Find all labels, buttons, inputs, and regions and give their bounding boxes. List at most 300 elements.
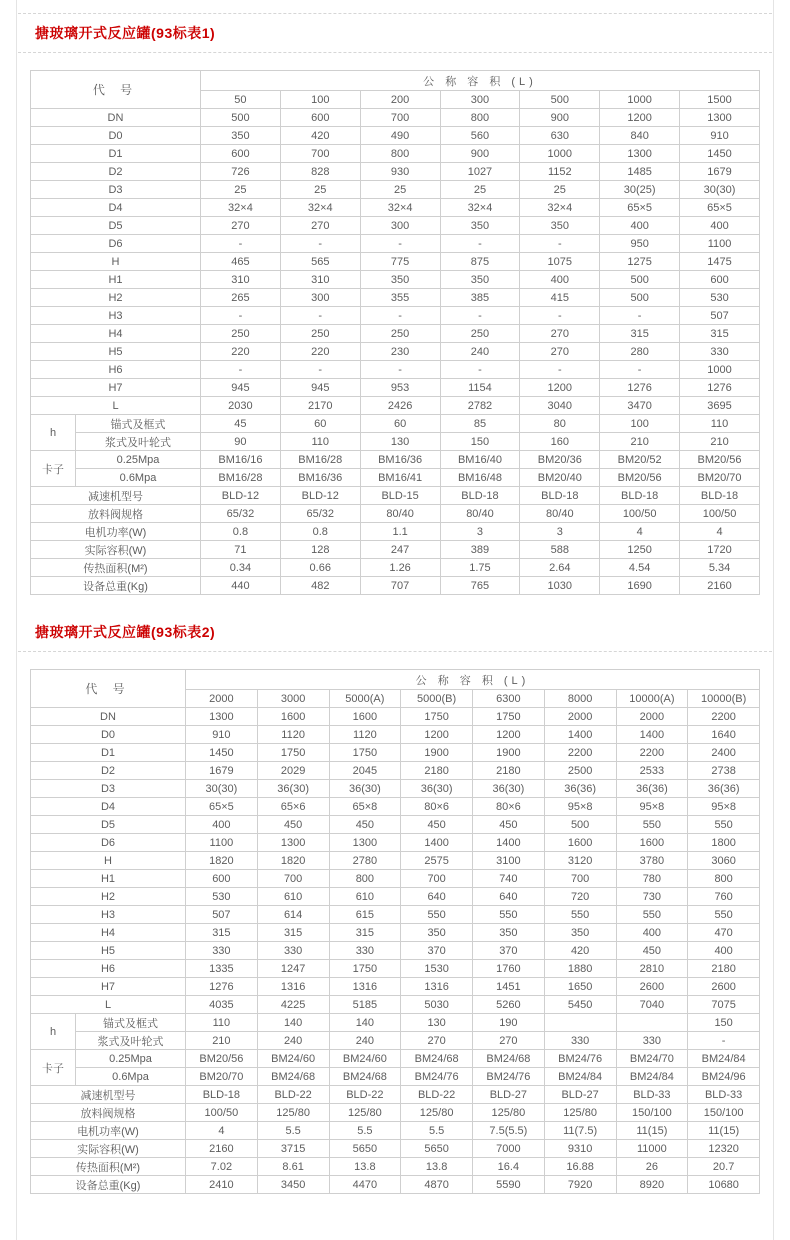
row-label-cell: 设备总重(Kg) <box>31 1176 186 1194</box>
value-cell: 1.1 <box>360 523 440 541</box>
value-cell: 3780 <box>616 852 688 870</box>
table-row <box>31 906 760 924</box>
value-cell: 8.61 <box>257 1158 329 1176</box>
value-cell: 900 <box>520 109 600 127</box>
value-cell: 65/32 <box>201 505 281 523</box>
value-cell: 11(7.5) <box>544 1122 616 1140</box>
value-cell: 1027 <box>440 163 520 181</box>
value-cell: 315 <box>257 924 329 942</box>
value-cell: 800 <box>360 145 440 163</box>
value-cell: 1200 <box>600 109 680 127</box>
value-cell: 315 <box>329 924 401 942</box>
table-row <box>31 433 760 451</box>
value-cell: 1100 <box>186 834 258 852</box>
code-header-cell: 代 号 <box>31 71 201 109</box>
value-cell: - <box>280 235 360 253</box>
value-cell: 1276 <box>680 379 760 397</box>
value-cell: 150/100 <box>688 1104 760 1122</box>
value-cell: 1750 <box>257 744 329 762</box>
value-cell: BLD-18 <box>186 1086 258 1104</box>
value-cell: 700 <box>401 870 473 888</box>
table-row <box>31 834 760 852</box>
row-label-cell: 设备总重(Kg) <box>31 577 201 595</box>
row-label-cell: 减速机型号 <box>31 1086 186 1104</box>
value-cell: 240 <box>257 1032 329 1050</box>
value-cell: 32×4 <box>201 199 281 217</box>
value-cell: BLD-27 <box>544 1086 616 1104</box>
size-header-cell: 100 <box>280 91 360 109</box>
value-cell: 250 <box>280 325 360 343</box>
value-cell: - <box>440 361 520 379</box>
value-cell: 420 <box>544 942 616 960</box>
size-header-cell: 300 <box>440 91 520 109</box>
value-cell: 26 <box>616 1158 688 1176</box>
value-cell: 1000 <box>680 361 760 379</box>
value-cell: 1200 <box>520 379 600 397</box>
table-row <box>31 163 760 181</box>
value-cell: 400 <box>688 942 760 960</box>
table-row <box>31 1158 760 1176</box>
row-label-cell: 传热面积(M²) <box>31 1158 186 1176</box>
value-cell: 1750 <box>473 708 545 726</box>
spec-table-1 <box>30 70 760 595</box>
table-row <box>31 1032 760 1050</box>
value-cell: 250 <box>201 325 281 343</box>
table-row <box>31 726 760 744</box>
row-label-cell: H1 <box>31 271 201 289</box>
table-row <box>31 1050 760 1068</box>
table-1-title: 搪玻璃开式反应罐(93标表1) <box>35 25 216 41</box>
value-cell: - <box>600 361 680 379</box>
value-cell: 588 <box>520 541 600 559</box>
value-cell: 400 <box>680 217 760 235</box>
value-cell: 150/100 <box>616 1104 688 1122</box>
row-label-cell: 锚式及框式 <box>76 415 201 433</box>
value-cell: 100/50 <box>186 1104 258 1122</box>
value-cell: BM24/84 <box>688 1050 760 1068</box>
value-cell: 1247 <box>257 960 329 978</box>
value-cell: 3 <box>440 523 520 541</box>
value-cell: 4470 <box>329 1176 401 1194</box>
row-label-cell: 放料阀规格 <box>31 505 201 523</box>
row-label-cell: 减速机型号 <box>31 487 201 505</box>
table-row <box>31 289 760 307</box>
value-cell: 2575 <box>401 852 473 870</box>
table-row <box>31 888 760 906</box>
value-cell: 65/32 <box>280 505 360 523</box>
row-label-cell: D1 <box>31 145 201 163</box>
value-cell: 800 <box>688 870 760 888</box>
table-row <box>31 199 760 217</box>
value-cell: 125/80 <box>401 1104 473 1122</box>
value-cell: 550 <box>544 906 616 924</box>
value-cell: 2030 <box>201 397 281 415</box>
value-cell: 210 <box>680 433 760 451</box>
value-cell: 1300 <box>186 708 258 726</box>
row-label-cell: D4 <box>31 199 201 217</box>
title-1-divider <box>18 52 772 53</box>
value-cell: 32×4 <box>440 199 520 217</box>
value-cell: 840 <box>600 127 680 145</box>
value-cell: 1.26 <box>360 559 440 577</box>
row-label-cell: H6 <box>31 361 201 379</box>
value-cell: 945 <box>201 379 281 397</box>
table-row <box>31 505 760 523</box>
value-cell: 953 <box>360 379 440 397</box>
value-cell: 500 <box>544 816 616 834</box>
value-cell: 2810 <box>616 960 688 978</box>
table-row <box>31 325 760 343</box>
value-cell: 32×4 <box>360 199 440 217</box>
table-row <box>31 1014 760 1032</box>
row-label-cell: 0.25Mpa <box>76 1050 186 1068</box>
value-cell: 100 <box>600 415 680 433</box>
value-cell: BM20/56 <box>600 469 680 487</box>
value-cell: 5.5 <box>257 1122 329 1140</box>
table-row <box>31 852 760 870</box>
value-cell: 910 <box>186 726 258 744</box>
value-cell: 210 <box>186 1032 258 1050</box>
value-cell: 5030 <box>401 996 473 1014</box>
value-cell: BLD-12 <box>280 487 360 505</box>
value-cell: 945 <box>280 379 360 397</box>
value-cell: BM20/56 <box>186 1050 258 1068</box>
value-cell: 720 <box>544 888 616 906</box>
row-label-cell: 放料阀规格 <box>31 1104 186 1122</box>
row-label-cell: 电机功率(W) <box>31 1122 186 1140</box>
value-cell: 1030 <box>520 577 600 595</box>
row-label-cell: H7 <box>31 978 186 996</box>
value-cell: 1450 <box>680 145 760 163</box>
value-cell: 507 <box>680 307 760 325</box>
value-cell: 500 <box>600 289 680 307</box>
row-label-cell: H1 <box>31 870 186 888</box>
value-cell: BM24/76 <box>401 1068 473 1086</box>
value-cell: 350 <box>201 127 281 145</box>
value-cell: BLD-18 <box>600 487 680 505</box>
value-cell: 5650 <box>401 1140 473 1158</box>
value-cell: BM20/36 <box>520 451 600 469</box>
header-row-1 <box>31 670 760 690</box>
row-label-cell: 实际容积(W) <box>31 1140 186 1158</box>
value-cell: 500 <box>201 109 281 127</box>
value-cell: BLD-18 <box>440 487 520 505</box>
header-row-1 <box>31 71 760 91</box>
value-cell: - <box>201 361 281 379</box>
value-cell: 1640 <box>688 726 760 744</box>
table-row <box>31 1140 760 1158</box>
size-header-cell: 5000(B) <box>401 690 473 708</box>
value-cell: 310 <box>280 271 360 289</box>
value-cell: 482 <box>280 577 360 595</box>
value-cell: 370 <box>473 942 545 960</box>
value-cell: 765 <box>440 577 520 595</box>
value-cell: 1316 <box>401 978 473 996</box>
value-cell: 640 <box>473 888 545 906</box>
value-cell: - <box>280 361 360 379</box>
value-cell: 130 <box>401 1014 473 1032</box>
value-cell: 330 <box>680 343 760 361</box>
value-cell: 36(30) <box>257 780 329 798</box>
value-cell: 1880 <box>544 960 616 978</box>
size-header-cell: 5000(A) <box>329 690 401 708</box>
value-cell: 1152 <box>520 163 600 181</box>
value-cell: 16.4 <box>473 1158 545 1176</box>
value-cell: 1750 <box>401 708 473 726</box>
table-row <box>31 415 760 433</box>
value-cell: BM16/16 <box>201 451 281 469</box>
value-cell: 1800 <box>688 834 760 852</box>
table-row <box>31 271 760 289</box>
value-cell: 600 <box>201 145 281 163</box>
value-cell: - <box>360 307 440 325</box>
value-cell: 250 <box>440 325 520 343</box>
value-cell: 640 <box>401 888 473 906</box>
value-cell: 7.02 <box>186 1158 258 1176</box>
value-cell: 415 <box>520 289 600 307</box>
value-cell: 2200 <box>616 744 688 762</box>
value-cell: 100/50 <box>600 505 680 523</box>
size-header-cell: 200 <box>360 91 440 109</box>
value-cell: 440 <box>201 577 281 595</box>
size-header-cell: 3000 <box>257 690 329 708</box>
value-cell: 1400 <box>544 726 616 744</box>
value-cell: 12320 <box>688 1140 760 1158</box>
value-cell: 125/80 <box>473 1104 545 1122</box>
value-cell: 350 <box>401 924 473 942</box>
table-section-2 <box>17 613 773 1194</box>
table-row <box>31 942 760 960</box>
value-cell: BM24/84 <box>544 1068 616 1086</box>
value-cell: 760 <box>688 888 760 906</box>
value-cell: 1400 <box>401 834 473 852</box>
value-cell: BM24/96 <box>688 1068 760 1086</box>
value-cell: 350 <box>440 271 520 289</box>
value-cell: 470 <box>688 924 760 942</box>
value-cell: 875 <box>440 253 520 271</box>
value-cell: 4870 <box>401 1176 473 1194</box>
row-label-cell: 0.6Mpa <box>76 1068 186 1086</box>
value-cell: 630 <box>520 127 600 145</box>
table-section-1 <box>17 14 773 595</box>
value-cell: 130 <box>360 433 440 451</box>
value-cell: 110 <box>280 433 360 451</box>
value-cell: 71 <box>201 541 281 559</box>
value-cell: 270 <box>280 217 360 235</box>
value-cell: 1120 <box>329 726 401 744</box>
value-cell: 150 <box>440 433 520 451</box>
value-cell: 110 <box>186 1014 258 1032</box>
value-cell: 4 <box>600 523 680 541</box>
value-cell: 25 <box>440 181 520 199</box>
value-cell: BM16/28 <box>280 451 360 469</box>
size-header-cell: 1000 <box>600 91 680 109</box>
value-cell: BLD-27 <box>473 1086 545 1104</box>
value-cell: 1820 <box>257 852 329 870</box>
value-cell: 1750 <box>329 744 401 762</box>
value-cell: 1400 <box>473 834 545 852</box>
value-cell: BM20/52 <box>600 451 680 469</box>
value-cell: 7075 <box>688 996 760 1014</box>
value-cell: 36(36) <box>688 780 760 798</box>
value-cell: 1120 <box>257 726 329 744</box>
table-row <box>31 559 760 577</box>
value-cell: 7920 <box>544 1176 616 1194</box>
value-cell: 550 <box>616 906 688 924</box>
row-label-cell: H5 <box>31 343 201 361</box>
value-cell: 1250 <box>600 541 680 559</box>
value-cell: 270 <box>401 1032 473 1050</box>
value-cell: 700 <box>360 109 440 127</box>
value-cell: 32×4 <box>520 199 600 217</box>
value-cell: 3 <box>520 523 600 541</box>
value-cell: 36(30) <box>329 780 401 798</box>
value-cell: 250 <box>360 325 440 343</box>
table-row <box>31 1122 760 1140</box>
value-cell: 350 <box>360 271 440 289</box>
value-cell: 420 <box>280 127 360 145</box>
value-cell: 1600 <box>329 708 401 726</box>
value-cell: 315 <box>186 924 258 942</box>
value-cell: 726 <box>201 163 281 181</box>
value-cell: 310 <box>201 271 281 289</box>
value-cell: 3040 <box>520 397 600 415</box>
value-cell: BM24/68 <box>401 1050 473 1068</box>
table-row <box>31 109 760 127</box>
value-cell: 800 <box>329 870 401 888</box>
value-cell: 36(30) <box>473 780 545 798</box>
value-cell: 4.54 <box>600 559 680 577</box>
value-cell: BM16/36 <box>280 469 360 487</box>
row-label-cell: D5 <box>31 816 186 834</box>
value-cell: 507 <box>186 906 258 924</box>
value-cell: 1276 <box>186 978 258 996</box>
value-cell: 150 <box>688 1014 760 1032</box>
size-header-cell: 6300 <box>473 690 545 708</box>
group-label-cell: h <box>31 1014 76 1050</box>
value-cell: 85 <box>440 415 520 433</box>
value-cell: 2180 <box>473 762 545 780</box>
table-row <box>31 127 760 145</box>
value-cell: 1154 <box>440 379 520 397</box>
row-label-cell: D1 <box>31 744 186 762</box>
value-cell: 450 <box>329 816 401 834</box>
value-cell: 2180 <box>401 762 473 780</box>
value-cell: BLD-15 <box>360 487 440 505</box>
value-cell: 389 <box>440 541 520 559</box>
value-cell: 4 <box>680 523 760 541</box>
value-cell: 355 <box>360 289 440 307</box>
value-cell: 707 <box>360 577 440 595</box>
value-cell: 400 <box>600 217 680 235</box>
value-cell: 828 <box>280 163 360 181</box>
value-cell: 25 <box>201 181 281 199</box>
value-cell: 400 <box>616 924 688 942</box>
value-cell: BM24/70 <box>616 1050 688 1068</box>
value-cell: 2160 <box>680 577 760 595</box>
table-row <box>31 870 760 888</box>
value-cell: 11(15) <box>688 1122 760 1140</box>
row-label-cell: H3 <box>31 906 186 924</box>
value-cell: 740 <box>473 870 545 888</box>
table-row <box>31 960 760 978</box>
value-cell: 140 <box>257 1014 329 1032</box>
value-cell: 300 <box>280 289 360 307</box>
value-cell: 450 <box>473 816 545 834</box>
value-cell: 80 <box>520 415 600 433</box>
value-cell: 610 <box>257 888 329 906</box>
title-2-divider <box>18 651 772 652</box>
value-cell: BM24/84 <box>616 1068 688 1086</box>
value-cell: 565 <box>280 253 360 271</box>
value-cell: - <box>360 235 440 253</box>
value-cell: 7.5(5.5) <box>473 1122 545 1140</box>
value-cell <box>544 1014 616 1032</box>
value-cell: 30(30) <box>186 780 258 798</box>
value-cell: 5590 <box>473 1176 545 1194</box>
value-cell: 2045 <box>329 762 401 780</box>
table-row <box>31 469 760 487</box>
value-cell: 2000 <box>544 708 616 726</box>
value-cell: 36(30) <box>401 780 473 798</box>
table-row <box>31 744 760 762</box>
row-label-cell: H <box>31 253 201 271</box>
value-cell: 400 <box>186 816 258 834</box>
value-cell: 450 <box>616 942 688 960</box>
row-label-cell: D3 <box>31 780 186 798</box>
value-cell: 1451 <box>473 978 545 996</box>
row-label-cell: L <box>31 996 186 1014</box>
value-cell: 330 <box>616 1032 688 1050</box>
table-row <box>31 307 760 325</box>
value-cell: BLD-33 <box>688 1086 760 1104</box>
value-cell: 190 <box>473 1014 545 1032</box>
value-cell: 530 <box>680 289 760 307</box>
value-cell: 30(30) <box>680 181 760 199</box>
value-cell: 25 <box>360 181 440 199</box>
value-cell: 20.7 <box>688 1158 760 1176</box>
size-header-cell: 500 <box>520 91 600 109</box>
value-cell: 780 <box>616 870 688 888</box>
value-cell: BM16/36 <box>360 451 440 469</box>
table-row <box>31 451 760 469</box>
row-label-cell: 传热面积(M²) <box>31 559 201 577</box>
group-label-cell: 卡子 <box>31 1050 76 1086</box>
value-cell: 450 <box>401 816 473 834</box>
value-cell: 2.64 <box>520 559 600 577</box>
value-cell: BM16/48 <box>440 469 520 487</box>
value-cell: 0.66 <box>280 559 360 577</box>
value-cell: 128 <box>280 541 360 559</box>
value-cell: 1485 <box>600 163 680 181</box>
value-cell: 1275 <box>600 253 680 271</box>
row-label-cell: D2 <box>31 762 186 780</box>
value-cell: 1000 <box>520 145 600 163</box>
value-cell: 3715 <box>257 1140 329 1158</box>
value-cell: 450 <box>257 816 329 834</box>
value-cell: BM24/68 <box>473 1050 545 1068</box>
row-label-cell: D3 <box>31 181 201 199</box>
value-cell: - <box>440 235 520 253</box>
value-cell: 1300 <box>257 834 329 852</box>
table-row <box>31 1086 760 1104</box>
value-cell: 1760 <box>473 960 545 978</box>
value-cell: 13.8 <box>329 1158 401 1176</box>
value-cell: BM20/56 <box>680 451 760 469</box>
value-cell: 1200 <box>473 726 545 744</box>
value-cell: 5650 <box>329 1140 401 1158</box>
value-cell: 220 <box>280 343 360 361</box>
